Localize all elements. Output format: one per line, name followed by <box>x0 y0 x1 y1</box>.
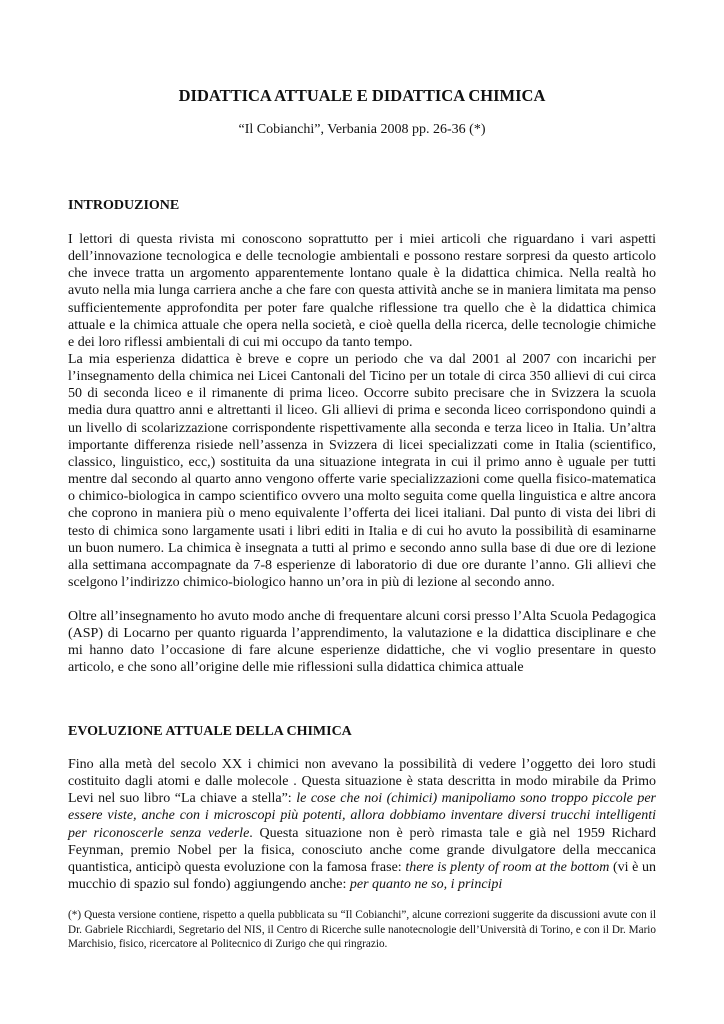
evolution-paragraph <box>68 756 656 893</box>
primo-levi-quote: le cose che noi (chimici) manipoliamo sono troppo piccole per essere viste, anche con i microscopi più potenti, allora dobbiamo inventare diversi trucchi intelligenti per riconoscerle senza vederle <box>68 791 656 841</box>
intro-paragraph-1: I lettori di questa rivista mi conoscono soprattutto per i miei articoli che riguardano i vari aspetti dell’innovazione tecnologica e delle tecnologie ambientali e possono restare sorpresi da questo articolo che invece tratta un argomento apparentemente lontano quale è la didattica chimica. Nella realtà ho avuto nella mia lunga carriera anche a che fare con questa attività anche se in maniera limitata ma penso sufficientemente approfondita per poter fare qualche riflessione tra quello che è la didattica chimica attuale e la chimica attuale che opera nella società, e cioè quella della ricerca, delle tecnologie chimiche e dei loro riflessi ambientali di cui mi occupo da tanto tempo. <box>68 232 656 350</box>
feynman-quote-continued: per quanto ne so, i principi <box>349 877 503 893</box>
evolution-text-2: . Questa situazione non è però rimasta tale e già nel 1959 Richard Feynman, premio Nobel per la fisica, conosciuto anche come grande divulgatore della meccanica quantistica, anticipò questa evoluzione con la famosa frase: <box>68 825 656 875</box>
intro-paragraph-2: La mia esperienza didattica è breve e copre un periodo che va dal 2001 al 2007 con incarichi per l’insegnamento della chimica nei Licei Cantonali del Ticino per un totale di circa 350 allievi di cui circa 50 di seconda liceo e il rimanente di prima liceo. Occorre subito precisare che in Svizzera la scuola media dura quattro anni e altrettanti il liceo. Gli allievi di prima e seconda liceo corrispondono quindi a un livello di scolarizzazione corrispondente rispettivamente alla seconda e terza liceo in Italia. Un’altra importante differenza risiede nell’assenza in Svizzera di licei specializzati come in Italia (scientifico, classico, linguistico, ecc,) sostituita da una situazione integrata in cui il primo anno è uguale per tutti mentre dal secondo al quarto anno vengono offerte varie specializzazioni come quella fisico-matematica o chimico-biologica in campo scientifico ovvero una molto seguita come quella linguistica e altre ancora che coprono in maniera più o meno equivalente l’offerta dei licei italiani. Dal punto di vista dei libri di testo di chimica sono largamente usati i libri editi in Italia e di cui ho avuto la possibilità di esaminarne un buon numero. La chimica è insegnata a tutti al primo e secondo anno sulla base di due ore di lezione alla settimana accompagnate da 7-8 esperienze di laboratorio di due ore durante l’anno. Gli allievi che scelgono l’indirizzo chimico-biologico hanno un’ora in più di lezione al secondo anno. <box>68 352 656 591</box>
section-heading-introduzione: INTRODUZIONE <box>68 198 180 213</box>
footnote: (*) Questa versione contiene, rispetto a quella pubblicata su “Il Cobianchi”, alcune correzioni suggerite da discussioni avute con il Dr. Gabriele Ricchiardi, Segretario del NIS, il Centro di Ricerche sulle nanotecnologie dell’Università di Torino, e con il Dr. Mario Marchisio, fisico, ricercatore al Politecnico di Zurigo che qui ringrazio. <box>68 909 656 951</box>
feynman-quote: there is plenty of room at the bottom <box>405 859 610 875</box>
document-title: DIDATTICA ATTUALE E DIDATTICA CHIMICA <box>178 86 546 105</box>
intro-paragraph-3: Oltre all’insegnamento ho avuto modo anche di frequentare alcuni corsi presso l’Alta Scuola Pedagogica (ASP) di Locarno per quanto riguarda l’apprendimento, la valutazione e la didattica disciplinare e che mi hanno dato l’occasione di fare alcune esperienze didattiche, che vi voglio presentare in questo articolo, e che sono all’origine delle mie riflessioni sulla didattica chimica attuale <box>68 609 656 676</box>
evolution-text-1: Fino alla metà del secolo XX i chimici non avevano la possibilità di vedere l’oggetto dei loro studi costituito dagli atomi e dalle molecole . Questa situazione è stata descritta in modo mirabile da Primo Levi nel suo libro “La chiave a stella”: <box>68 757 656 807</box>
document-subtitle: “Il Cobianchi”, Verbania 2008 pp. 26-36 (*) <box>238 122 486 137</box>
evolution-text-3: (vi è un mucchio di spazio sul fondo) aggiungendo anche: <box>68 859 656 893</box>
section-heading-evoluzione: EVOLUZIONE ATTUALE DELLA CHIMICA <box>68 724 352 739</box>
